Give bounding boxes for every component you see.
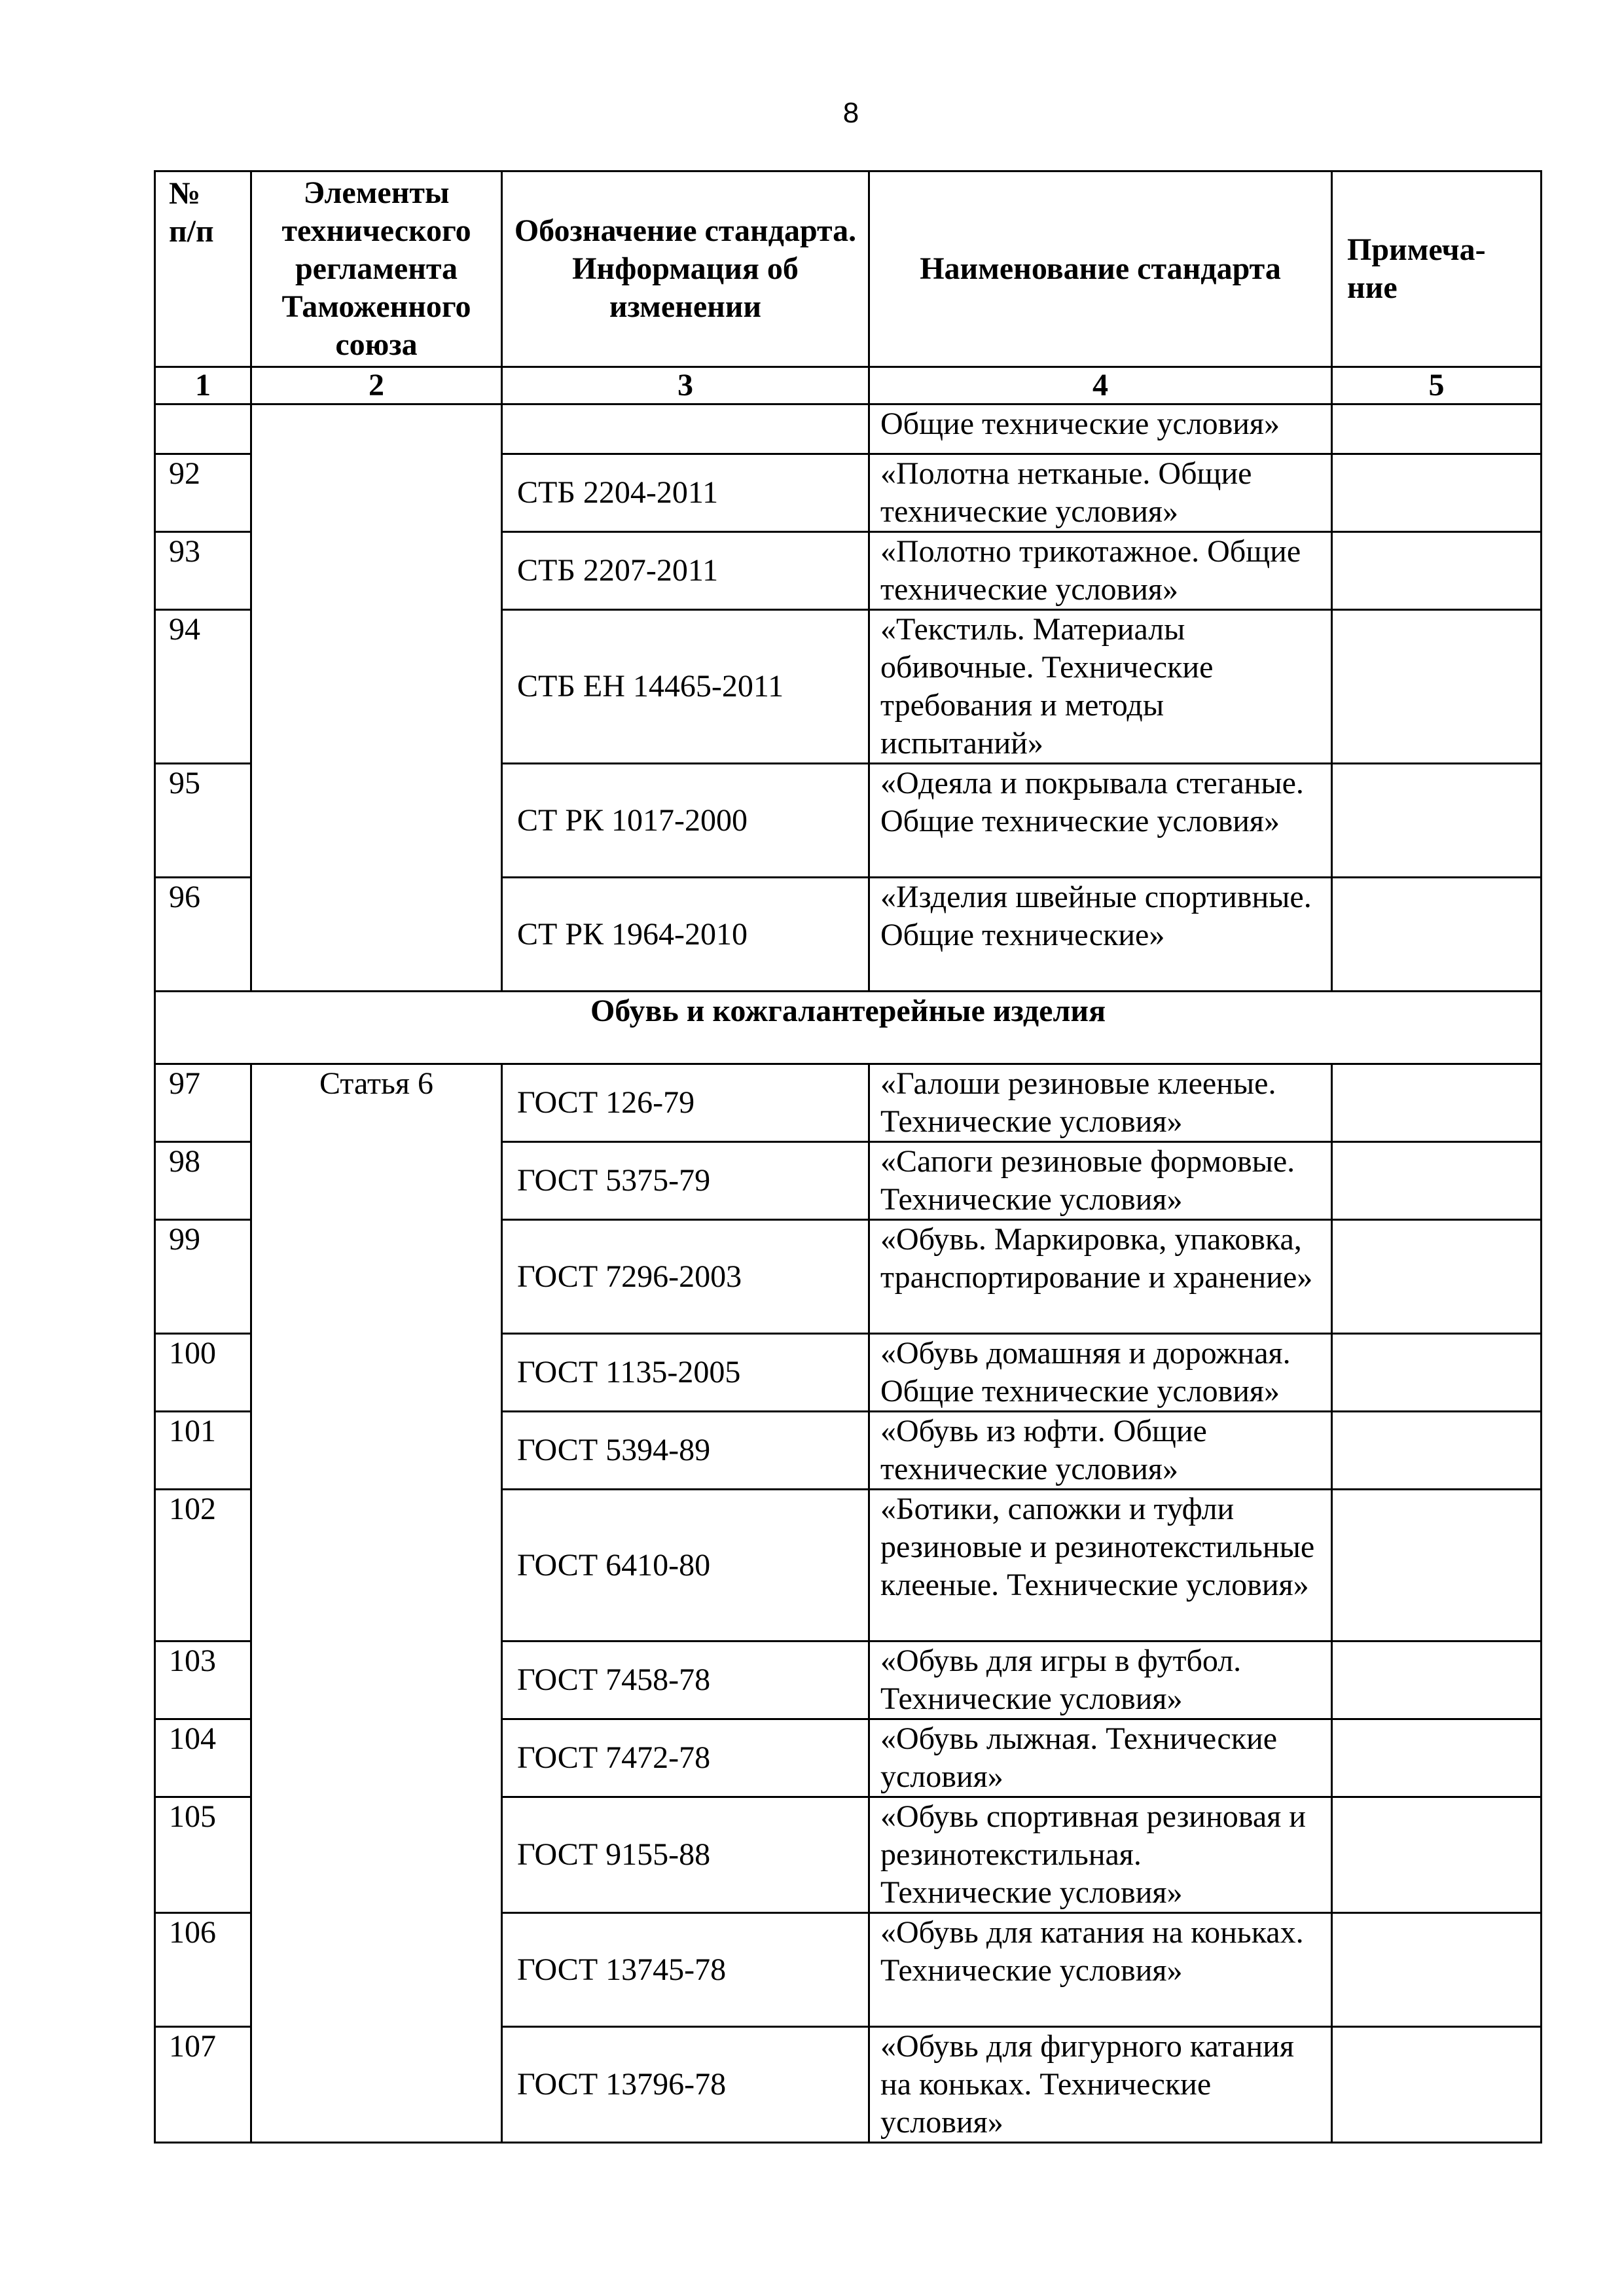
row-designation: СТБ ЕН 14465-2011 (502, 610, 869, 764)
row-standard-name: Общие технические условия» (869, 404, 1332, 454)
header-note: Примеча- ние (1332, 171, 1542, 367)
row-number: 98 (155, 1142, 251, 1220)
row-designation: ГОСТ 1135-2005 (502, 1334, 869, 1412)
row-number: 93 (155, 532, 251, 610)
row-note (1332, 2027, 1542, 2143)
row-number: 103 (155, 1641, 251, 1719)
row-standard-name: «Изделия швейные спортивные. Общие технические» (869, 878, 1332, 992)
row-note (1332, 1490, 1542, 1641)
row-number: 96 (155, 878, 251, 992)
row-designation: ГОСТ 13796-78 (502, 2027, 869, 2143)
row-number: 99 (155, 1220, 251, 1334)
row-note (1332, 1220, 1542, 1334)
column-number: 2 (251, 367, 502, 404)
row-note (1332, 610, 1542, 764)
row-note (1332, 1412, 1542, 1490)
row-standard-name: «Обувь для катания на коньках. Технические условия» (869, 1913, 1332, 2027)
row-designation: ГОСТ 9155-88 (502, 1797, 869, 1913)
row-note (1332, 1797, 1542, 1913)
row-standard-name: «Текстиль. Материалы обивочные. Технические требования и методы испытаний» (869, 610, 1332, 764)
row-standard-name: «Обувь лыжная. Технические условия» (869, 1719, 1332, 1797)
row-note (1332, 1142, 1542, 1220)
row-standard-name: «Обувь спортивная резиновая и резинотекстильная. Технические условия» (869, 1797, 1332, 1913)
row-designation: ГОСТ 5375-79 (502, 1142, 869, 1220)
column-number: 3 (502, 367, 869, 404)
row-designation: СТ РК 1017-2000 (502, 764, 869, 878)
row-standard-name: «Обувь. Маркировка, упаковка, транспортирование и хранение» (869, 1220, 1332, 1334)
row-standard-name: «Обувь домашняя и дорожная. Общие технические условия» (869, 1334, 1332, 1412)
row-standard-name: «Галоши резиновые клееные. Технические условия» (869, 1064, 1332, 1142)
row-designation: ГОСТ 126-79 (502, 1064, 869, 1142)
row-number: 97 (155, 1064, 251, 1142)
row-designation: СТ РК 1964-2010 (502, 878, 869, 992)
column-number: 1 (155, 367, 251, 404)
column-number: 5 (1332, 367, 1542, 404)
row-number: 95 (155, 764, 251, 878)
row-number: 101 (155, 1412, 251, 1490)
column-number-row (155, 367, 1542, 404)
table-row (155, 1064, 1542, 1142)
section-heading-row (155, 992, 1542, 1064)
row-standard-name: «Обувь из юфти. Общие технические условия» (869, 1412, 1332, 1490)
row-number: 92 (155, 454, 251, 532)
header-designation: Обозначение стандарта. Информация об изменении (502, 171, 869, 367)
row-standard-name: «Сапоги резиновые формовые. Технические условия» (869, 1142, 1332, 1220)
row-designation: ГОСТ 13745-78 (502, 1913, 869, 2027)
row-standard-name: «Ботики, сапожки и туфли резиновые и резинотекстильные клееные. Технические условия» (869, 1490, 1332, 1641)
row-designation: СТБ 2207-2011 (502, 532, 869, 610)
header-elements: Элементы технического регламента Таможенного союза (251, 171, 502, 367)
row-standard-name: «Обувь для игры в футбол. Технические условия» (869, 1641, 1332, 1719)
row-note (1332, 404, 1542, 454)
row-number: 104 (155, 1719, 251, 1797)
row-standard-name: «Обувь для фигурного катания на коньках. Технические условия» (869, 2027, 1332, 2143)
row-number: 106 (155, 1913, 251, 2027)
row-designation: ГОСТ 7458-78 (502, 1641, 869, 1719)
row-note (1332, 878, 1542, 992)
row-number: 94 (155, 610, 251, 764)
row-number: 107 (155, 2027, 251, 2143)
row-note (1332, 764, 1542, 878)
standards-table (154, 170, 1542, 2144)
row-note (1332, 532, 1542, 610)
row-standard-name: «Одеяла и покрывала стеганые. Общие технические условия» (869, 764, 1332, 878)
row-note (1332, 454, 1542, 532)
row-note (1332, 1719, 1542, 1797)
header-name: Наименование стандарта (869, 171, 1332, 367)
row-note (1332, 1064, 1542, 1142)
row-designation: СТБ 2204-2011 (502, 454, 869, 532)
row-designation: ГОСТ 7472-78 (502, 1719, 869, 1797)
row-designation: ГОСТ 5394-89 (502, 1412, 869, 1490)
row-standard-name: «Полотно трикотажное. Общие технические условия» (869, 532, 1332, 610)
row-note (1332, 1641, 1542, 1719)
row-standard-name: «Полотна нетканые. Общие технические условия» (869, 454, 1332, 532)
page-number: 8 (842, 97, 859, 129)
row-note (1332, 1334, 1542, 1412)
section-title: Обувь и кожгалантерейные изделия (155, 992, 1542, 1064)
row-designation: ГОСТ 6410-80 (502, 1490, 869, 1641)
row-note (1332, 1913, 1542, 2027)
row-designation: ГОСТ 7296-2003 (502, 1220, 869, 1334)
row-number: 105 (155, 1797, 251, 1913)
row-number: 102 (155, 1490, 251, 1641)
row-element (251, 404, 502, 992)
header-row (155, 171, 1542, 367)
column-number: 4 (869, 367, 1332, 404)
row-number (155, 404, 251, 454)
header-number: № п/п (155, 171, 251, 367)
row-number: 100 (155, 1334, 251, 1412)
row-designation (502, 404, 869, 454)
row-element: Статья 6 (251, 1064, 502, 2143)
table-row (155, 404, 1542, 454)
